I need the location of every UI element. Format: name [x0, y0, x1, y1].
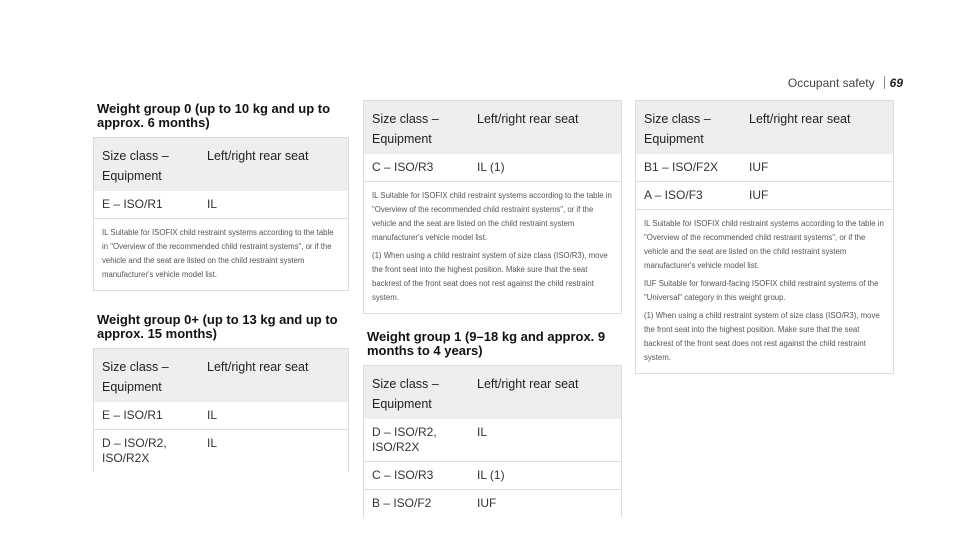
table-header [94, 138, 348, 191]
size-class-cell: D – ISO/R2, ISO/R2X [372, 425, 437, 454]
size-class-cell: E – ISO/R1 [102, 408, 163, 422]
table-row [364, 154, 621, 182]
section-title: Occupant safety [787, 76, 875, 90]
table-row [364, 490, 621, 517]
table-header [636, 101, 893, 154]
weight-group-1-heading: Weight group 1 (9–18 kg and approx. 9 months to 4 years) [367, 329, 606, 358]
seat-header: Left/right rear seat [477, 377, 579, 391]
seat-cell: IUF [749, 188, 769, 202]
seat-cell: IL [207, 408, 218, 422]
header-divider [884, 76, 885, 89]
size-class-cell: E – ISO/R1 [102, 197, 163, 211]
note-il: IL Suitable for ISOFIX child restraint systems according to the table in "Overview of the recommended child restraint systems", or if the vehicle and the seat are listed on the child restraint system manufacturer's vehicle model list. [372, 191, 612, 242]
seat-cell: IL [477, 425, 488, 439]
size-class-cell: A – ISO/F3 [644, 188, 703, 202]
weight-group-0plus-heading: Weight group 0+ (up to 13 kg and up to approx. 15 months) [97, 312, 338, 341]
size-class-cell: C – ISO/R3 [372, 160, 434, 174]
seat-header: Left/right rear seat [207, 149, 309, 163]
size-class-header: Size class – Equipment [644, 112, 711, 146]
middle-column [363, 100, 622, 517]
table-row [636, 182, 893, 210]
table-row [364, 419, 621, 462]
table-note [636, 210, 893, 374]
right-column [635, 100, 894, 374]
table-row [94, 430, 348, 472]
running-head [788, 76, 903, 90]
size-class-header: Size class – Equipment [102, 360, 169, 394]
seat-cell: IL [207, 197, 218, 211]
left-column [93, 102, 349, 472]
seat-cell: IUF [477, 496, 497, 510]
size-class-header: Size class – Equipment [372, 112, 439, 146]
seat-cell: IL (1) [477, 468, 505, 482]
weight-group-1-table [363, 365, 622, 517]
weight-group-0-heading: Weight group 0 (up to 10 kg and up to approx. 6 months) [97, 101, 331, 130]
seat-header: Left/right rear seat [477, 112, 579, 126]
weight-group-1-table-cont [635, 100, 894, 374]
page-number: 69 [889, 76, 903, 90]
size-class-cell: B – ISO/F2 [372, 496, 432, 510]
seat-header: Left/right rear seat [207, 360, 309, 374]
note-il: IL Suitable for ISOFIX child restraint systems according to the table in "Overview of the recommended child restraint systems", or if the vehicle and the seat are listed on the child restraint system manufacturer's vehicle model list. [644, 219, 884, 270]
table-note [364, 182, 621, 314]
weight-group-0plus-table-cont [363, 100, 622, 314]
note-il: IL Suitable for ISOFIX child restraint systems according to the table in "Overview of the recommended child restraint systems", or if the vehicle and the seat are listed on the child restraint system manufacturer's vehicle model list. [102, 228, 334, 279]
seat-cell: IUF [749, 160, 769, 174]
note-iuf: IUF Suitable for forward-facing ISOFIX child restraint systems of the "Universal" category in this weight group. [644, 279, 879, 302]
seat-cell: IL (1) [477, 160, 505, 174]
size-class-cell: C – ISO/R3 [372, 468, 434, 482]
table-row [94, 402, 348, 430]
table-header [364, 101, 621, 154]
size-class-header: Size class – Equipment [102, 149, 169, 183]
size-class-cell: D – ISO/R2, ISO/R2X [102, 436, 167, 465]
table-row [636, 154, 893, 182]
size-class-cell: B1 – ISO/F2X [644, 160, 719, 174]
note-1: (1) When using a child restraint system of size class (ISO/R3), move the front seat into the highest position. Make sure that the seat backrest of the front seat does not rest against the child restraint system. [644, 311, 880, 362]
seat-header: Left/right rear seat [749, 112, 851, 126]
weight-group-0-table [93, 137, 349, 291]
table-header [94, 349, 348, 402]
note-1: (1) When using a child restraint system of size class (ISO/R3), move the front seat into the highest position. Make sure that the seat backrest of the front seat does not rest against the child restraint system. [372, 251, 608, 302]
weight-group-0plus-table [93, 348, 349, 472]
size-class-header: Size class – Equipment [372, 377, 439, 411]
table-header [364, 366, 621, 419]
table-row [94, 191, 348, 219]
table-note [94, 219, 348, 291]
table-row [364, 462, 621, 490]
seat-cell: IL [207, 436, 218, 450]
